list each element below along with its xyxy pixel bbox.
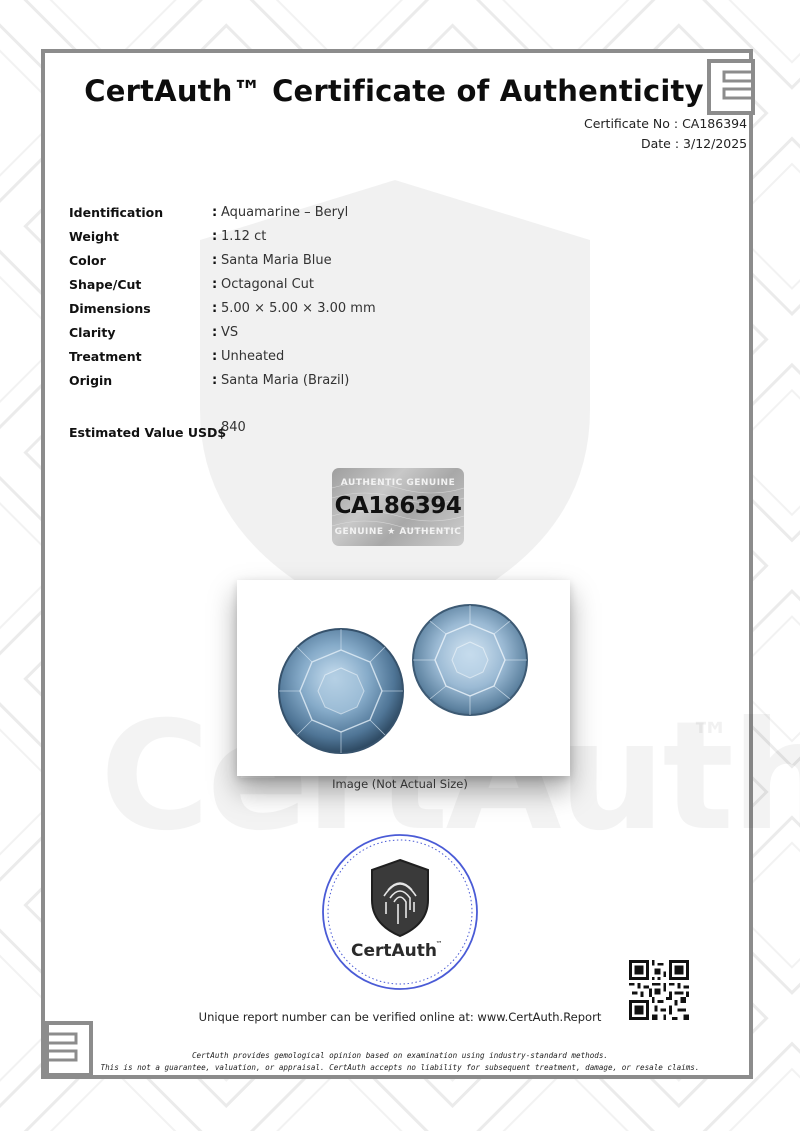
gem-image [237,580,570,776]
detail-colon: : [212,325,218,340]
disclaimer-line-2: This is not a guarantee, valuation, or appraisal. CertAuth accepts no liability for subsequent treatment, damage, or resale claims. [100,1063,700,1072]
estimated-value-label: Estimated Value USD$ [69,425,227,440]
certificate-number-row [584,116,747,131]
detail-value: 5.00 × 5.00 × 3.00 mm [221,301,376,316]
gem-photo [237,580,570,776]
disclaimer [0,1050,800,1074]
detail-value: VS [221,325,239,340]
gem-right [413,605,527,715]
estimated-value: 840 [221,420,246,435]
detail-label: Color [69,253,106,268]
detail-colon: : [212,277,218,292]
certificate-title: CertAuth™ Certificate of Authenticity [84,74,704,108]
certificate-number: CA186394 [682,116,748,131]
detail-colon: : [212,253,218,268]
certificate-date-label: Date : [641,136,680,151]
detail-value: Octagonal Cut [221,277,315,292]
detail-label: Dimensions [69,301,151,316]
certificate-date-row [641,136,747,151]
disclaimer-line-1: CertAuth provides gemological opinion based on examination using industry-standard methods. [191,1051,609,1060]
detail-value: Santa Maria (Brazil) [221,373,350,388]
detail-label: Shape/Cut [69,277,142,292]
seal-brand-text: CertAuth [350,941,438,961]
detail-value: 1.12 ct [221,229,267,244]
detail-label: Weight [69,229,119,244]
verify-text: Unique report number can be verified online at: www.CertAuth.Report [198,1010,602,1024]
detail-label: Clarity [69,325,116,340]
certauth-seal [320,832,480,992]
hologram-bottom-text: GENUINE ★ AUTHENTIC [334,527,462,537]
detail-label: Origin [69,373,113,388]
detail-label: Treatment [69,349,142,364]
estimated-value-row [69,420,246,441]
image-caption: Image (Not Actual Size) [332,777,468,791]
detail-value: Santa Maria Blue [221,253,332,268]
certificate-date: 3/12/2025 [683,136,748,151]
certificate-number-label: Certificate No : [584,116,679,131]
hologram-sticker [332,468,464,546]
seal-tm-text: ™ [435,940,443,948]
detail-colon: : [212,373,218,388]
detail-colon: : [212,349,218,364]
hologram-top-text: AUTHENTIC GENUINE [340,478,456,488]
detail-label: Identification [69,205,164,220]
detail-value: Aquamarine – Beryl [221,205,349,220]
hologram-id: CA186394 [334,493,462,519]
detail-colon: : [212,205,218,220]
gem-left [279,629,403,753]
detail-colon: : [212,229,218,244]
detail-colon: : [212,301,218,316]
detail-value: Unheated [221,349,285,364]
watermark-tm: ™ [690,715,730,761]
